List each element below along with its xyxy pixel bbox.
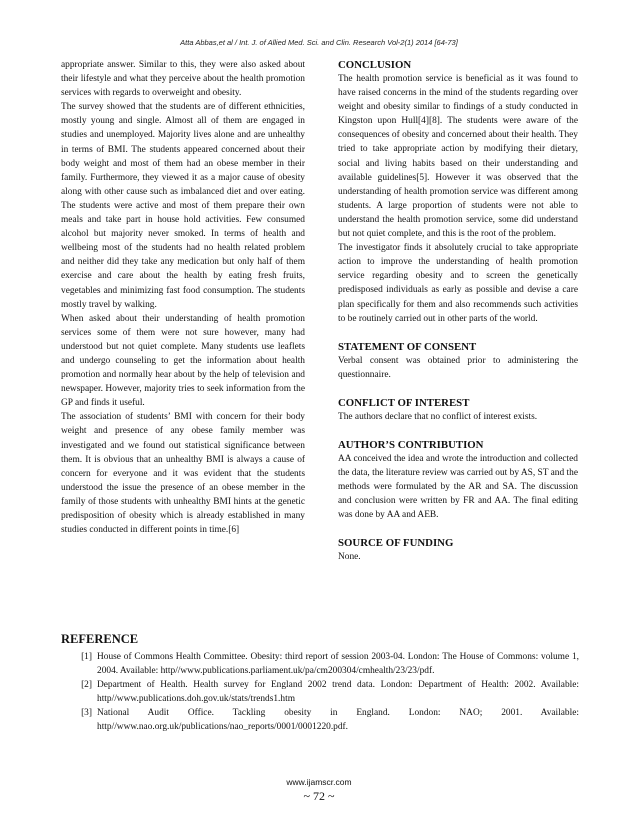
left-column — [61, 58, 305, 537]
page-number: ~ 72 ~ — [303, 789, 335, 803]
reference-text: National Audit Office. Tackling obesity in England. London: NAO; 2001. Available: http//www.nao.org.uk/publications/nao_reports/0001/0001220.pdf. — [97, 708, 579, 732]
reference-number: [1] — [81, 652, 92, 662]
consent-text: Verbal consent was obtained prior to administering the questionnaire. — [338, 355, 578, 380]
contribution-section — [338, 438, 578, 522]
reference-number: [2] — [81, 680, 92, 690]
reference-number: [3] — [81, 708, 92, 718]
conclusion-paragraph: The health promotion service is beneficial as it was found to have raised concerns in the mind of the students regarding over weight and obesity similar to findings of a study conducted in Kingston upon Hull[4][8]. The students were aware of the consequences of obesity and concerned about their health. They tried to take appropriate action by modifying their dietary, social and living habits based on their understanding and available guidelines[5]. However it was observed that the understanding of health promotion service was different among students. A large proportion of students were not able to understand the health promotion service, some did understand but not quiet complete, and this is the root of the problem. — [338, 74, 578, 240]
reference-section — [61, 631, 579, 734]
reference-item — [61, 678, 579, 706]
consent-heading: STATEMENT OF CONSENT — [338, 340, 477, 353]
conflict-text: The authors declare that no conflict of interest exists. — [338, 411, 538, 422]
conflict-heading: CONFLICT OF INTEREST — [338, 396, 470, 409]
reference-heading: REFERENCE — [61, 632, 139, 646]
body-paragraph: appropriate answer. Similar to this, they were also asked about their lifestyle and what they perceive about the health promotion services with regards to overweight and obesity. — [61, 60, 305, 99]
body-paragraph: The survey showed that the students are of different ethnicities, mostly young and single. Almost all of them are engaged in studies and unemployed. Majority lives alone and are unhealthy in terms of BMI. The students appeared concerned about their body weight and most of them had an obese member in their family. Furthermore, they viewed it as a major cause of obesity along with other cause such as imbalanced diet and over eating. The students were active and most of them prepare their own meals and take part in house hold activities. Few consumed alcohol but majority never smoked. In terms of health and wellbeing most of the students had no health related problem and neither did they take any medication but only half of them exercise and care about the health by eating fresh fruits, vegetables and minimizing fast food consumption. The students mostly travel by walking. — [61, 102, 305, 310]
conclusion-heading: CONCLUSION — [338, 59, 412, 71]
conclusion-section — [338, 58, 578, 326]
body-paragraph: When asked about their understanding of health promotion services some of them were not sure however, many had understood but not quiet complete. Many students use leaflets and undergo counseling to get the information about health promotion and normally hear about by the help of television and newspaper. However, majority tries to seek information from the GP and finds it useful. — [61, 313, 305, 409]
conclusion-paragraph: The investigator finds it absolutely crucial to take appropriate action to improve the understanding of health promotion service regarding obesity and to screen the genetically predisposed individuals as early as possible and devise a care plan specifically for them and also recommends such activities to be routinely carried out in other parts of the world. — [338, 243, 578, 324]
reference-text: House of Commons Health Committee. Obesity: third report of session 2003-04. London: The House of Commons: volume 1, 2004. Available: http//www.publications.parliament.uk/pa/cm200304/cmhealth/23/23/pdf. — [97, 652, 579, 676]
contribution-heading: AUTHOR’S CONTRIBUTION — [338, 438, 484, 451]
reference-text: Department of Health. Health survey for England 2002 trend data. London: Department of Health: 2002. Available: http//www.publications.doh.gov.uk/stats/trends1.htm — [97, 680, 579, 704]
footer-url: www.ijamscr.com — [286, 777, 352, 787]
right-column — [338, 58, 578, 565]
consent-section — [338, 340, 578, 382]
funding-text: None. — [338, 552, 361, 563]
funding-section — [338, 536, 578, 564]
reference-item — [61, 706, 579, 734]
running-header: Atta Abbas,et al / Int. J. of Allied Med. Sci. and Clin. Research Vol-2(1) 2014 [64-73] — [180, 38, 458, 47]
funding-heading: SOURCE OF FUNDING — [338, 537, 454, 550]
body-paragraph: The association of students’ BMI with concern for their body weight and presence of any obese family member was investigated and we found out statistical significance between them. It is obvious that an unhealthy BMI is always a cause of concern for everyone and it was evident that the students understood the issue the presence of an obese member in the family of those students with unhealthy BMI hints at the genetic predisposition of obesity which is already established in many studies conducted in different points in time.[6] — [61, 412, 305, 536]
contribution-text: AA conceived the idea and wrote the introduction and collected the data, the literature review was carried out by AS, ST and the methods were formulated by the AR and SA. The discussion and conclusion were written by FR and AA. The final editing was done by AA and AEB. — [338, 453, 578, 521]
reference-item — [61, 650, 579, 678]
conflict-section — [338, 396, 578, 424]
